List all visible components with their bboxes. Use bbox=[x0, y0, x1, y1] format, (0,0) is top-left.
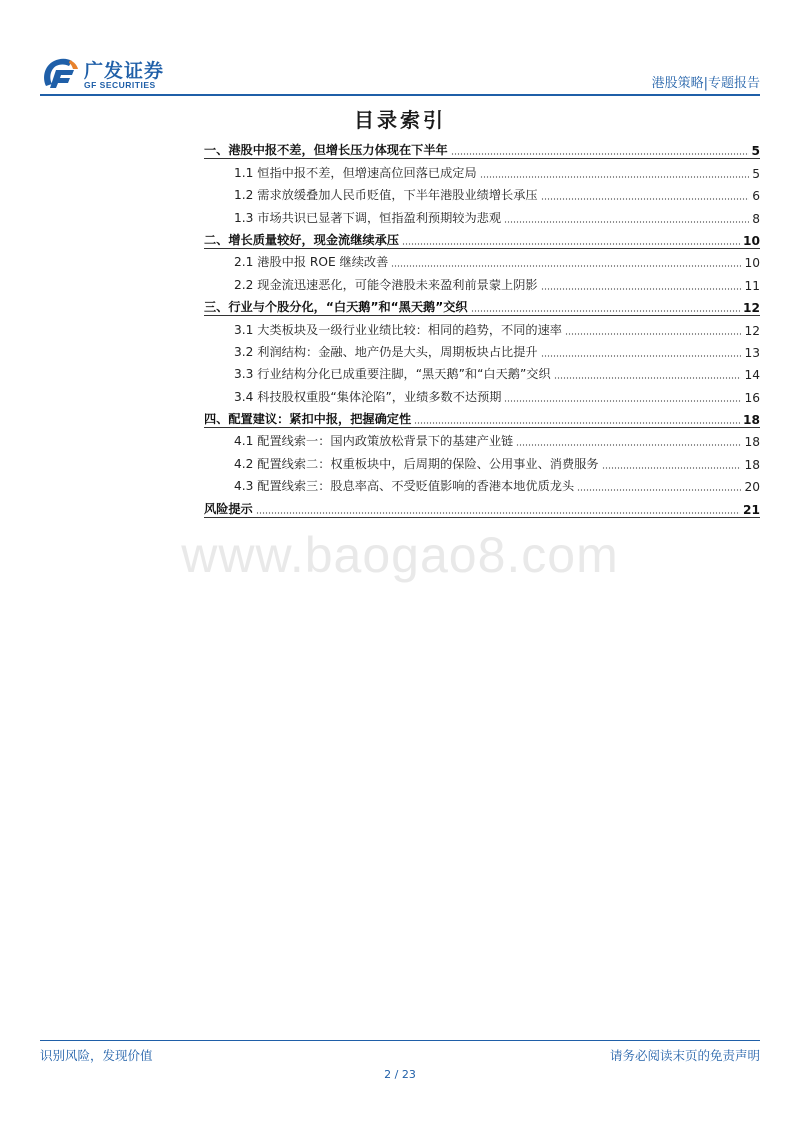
header-divider bbox=[40, 94, 760, 96]
toc-entry[interactable] bbox=[204, 384, 760, 406]
toc-entry[interactable] bbox=[204, 407, 760, 429]
toc-entry[interactable] bbox=[204, 228, 760, 250]
report-category: 港股策略|专题报告 bbox=[651, 76, 760, 91]
toc-entry-page: 20 bbox=[744, 480, 760, 495]
toc-dot-leader bbox=[541, 288, 742, 290]
toc-entry-page: 10 bbox=[743, 233, 760, 248]
toc-entry[interactable] bbox=[204, 317, 760, 339]
toc-entry[interactable] bbox=[204, 272, 760, 294]
toc-entry[interactable] bbox=[204, 451, 760, 473]
toc-dot-leader bbox=[471, 310, 740, 312]
toc-dot-leader bbox=[516, 444, 741, 446]
footer-disclaimer: 请务必阅读末页的免责声明 bbox=[609, 1048, 760, 1063]
page-number: 2 / 23 bbox=[384, 1068, 416, 1081]
toc-entry-title: 4.1 配置线索一：国内政策放松背景下的基建产业链 bbox=[234, 434, 514, 449]
footer-slogan: 识别风险，发现价值 bbox=[40, 1048, 153, 1063]
toc-entry[interactable] bbox=[204, 429, 760, 451]
logo-chinese-name: 广发证券 bbox=[84, 60, 165, 82]
toc-entry[interactable] bbox=[204, 474, 760, 496]
toc-entry-page: 6 bbox=[752, 189, 760, 204]
table-of-contents bbox=[204, 138, 760, 519]
toc-entry-page: 14 bbox=[744, 368, 760, 383]
toc-entry[interactable] bbox=[204, 205, 760, 227]
toc-entry-title: 3.2 利润结构：金融、地产仍是大头，周期板块占比提升 bbox=[234, 344, 538, 359]
toc-dot-leader bbox=[554, 377, 742, 379]
page-header bbox=[40, 52, 760, 94]
toc-entry-title: 二、增长质量较好，现金流继续承压 bbox=[204, 232, 399, 247]
toc-entry[interactable] bbox=[204, 295, 760, 317]
toc-entry-title: 3.4 科技股权重股“集体沦陷”，业绩多数不达预期 bbox=[234, 389, 502, 404]
toc-entry-title: 4.3 配置线索三：股息率高、不受贬值影响的香港本地优质龙头 bbox=[234, 479, 575, 494]
toc-entry-page: 11 bbox=[744, 278, 760, 293]
toc-entry[interactable] bbox=[204, 183, 760, 205]
toc-entry[interactable] bbox=[204, 362, 760, 384]
toc-dot-leader bbox=[602, 467, 742, 469]
toc-entry-page: 18 bbox=[744, 457, 760, 472]
toc-entry[interactable] bbox=[204, 496, 760, 518]
toc-entry[interactable] bbox=[204, 250, 760, 272]
toc-dot-leader bbox=[565, 333, 742, 335]
toc-entry[interactable] bbox=[204, 340, 760, 362]
toc-entry-page: 18 bbox=[743, 413, 760, 428]
toc-entry-page: 10 bbox=[744, 256, 760, 271]
toc-entry-title: 2.1 港股中报 ROE 继续改善 bbox=[234, 255, 389, 270]
toc-entry-title: 4.2 配置线索二：权重板块中，后周期的保险、公用事业、消费服务 bbox=[234, 456, 599, 471]
toc-entry-page: 16 bbox=[744, 390, 760, 405]
toc-dot-leader bbox=[414, 422, 740, 424]
toc-entry-page: 12 bbox=[744, 323, 760, 338]
toc-entry[interactable] bbox=[204, 160, 760, 182]
toc-entry-page: 13 bbox=[744, 345, 760, 360]
toc-entry-title: 一、港股中报不差，但增长压力体现在下半年 bbox=[204, 143, 448, 158]
toc-entry-title: 1.3 市场共识已显著下调，恒指盈利预期较为悲观 bbox=[234, 210, 502, 225]
toc-title: 目录索引 bbox=[354, 108, 446, 132]
toc-dot-leader bbox=[402, 243, 740, 245]
toc-entry-title: 3.1 大类板块及一级行业业绩比较：相同的趋势，不同的速率 bbox=[234, 322, 562, 337]
toc-entry-title: 1.2 需求放缓叠加人民币贬值，下半年港股业绩增长承压 bbox=[234, 188, 538, 203]
toc-entry-title: 3.3 行业结构分化已成重要注脚，“黑天鹅”和“白天鹅”交织 bbox=[234, 367, 551, 382]
toc-entry-page: 5 bbox=[751, 144, 760, 159]
toc-entry-title: 2.2 现金流迅速恶化，可能令港股未来盈利前景蒙上阴影 bbox=[234, 277, 538, 292]
toc-dot-leader bbox=[504, 400, 741, 402]
toc-entry-page: 8 bbox=[752, 211, 760, 226]
toc-dot-leader bbox=[541, 355, 742, 357]
toc-entry-page: 5 bbox=[752, 166, 760, 181]
toc-dot-leader bbox=[577, 489, 741, 491]
gf-logo-icon bbox=[40, 56, 80, 92]
logo-english-name: GF SECURITIES bbox=[84, 80, 156, 90]
watermark: www.baogao8.com bbox=[181, 527, 619, 583]
toc-entry-title: 1.1 恒指中报不差，但增速高位回落已成定局 bbox=[234, 165, 477, 180]
toc-entry-title: 四、配置建议：紧扣中报，把握确定性 bbox=[204, 412, 412, 427]
toc-dot-leader bbox=[541, 198, 749, 200]
toc-dot-leader bbox=[256, 512, 740, 514]
toc-entry-page: 21 bbox=[743, 502, 760, 517]
toc-entry-page: 12 bbox=[743, 301, 760, 316]
toc-entry-title: 三、行业与个股分化，“白天鹅”和“黑天鹅”交织 bbox=[204, 300, 468, 315]
toc-dot-leader bbox=[480, 176, 749, 178]
toc-entry-title: 风险提示 bbox=[204, 501, 253, 516]
toc-dot-leader bbox=[504, 221, 749, 223]
toc-dot-leader bbox=[451, 153, 749, 155]
toc-entry-page: 18 bbox=[744, 435, 760, 450]
toc-entry[interactable] bbox=[204, 138, 760, 160]
toc-dot-leader bbox=[391, 265, 741, 267]
footer-divider bbox=[40, 1040, 760, 1041]
